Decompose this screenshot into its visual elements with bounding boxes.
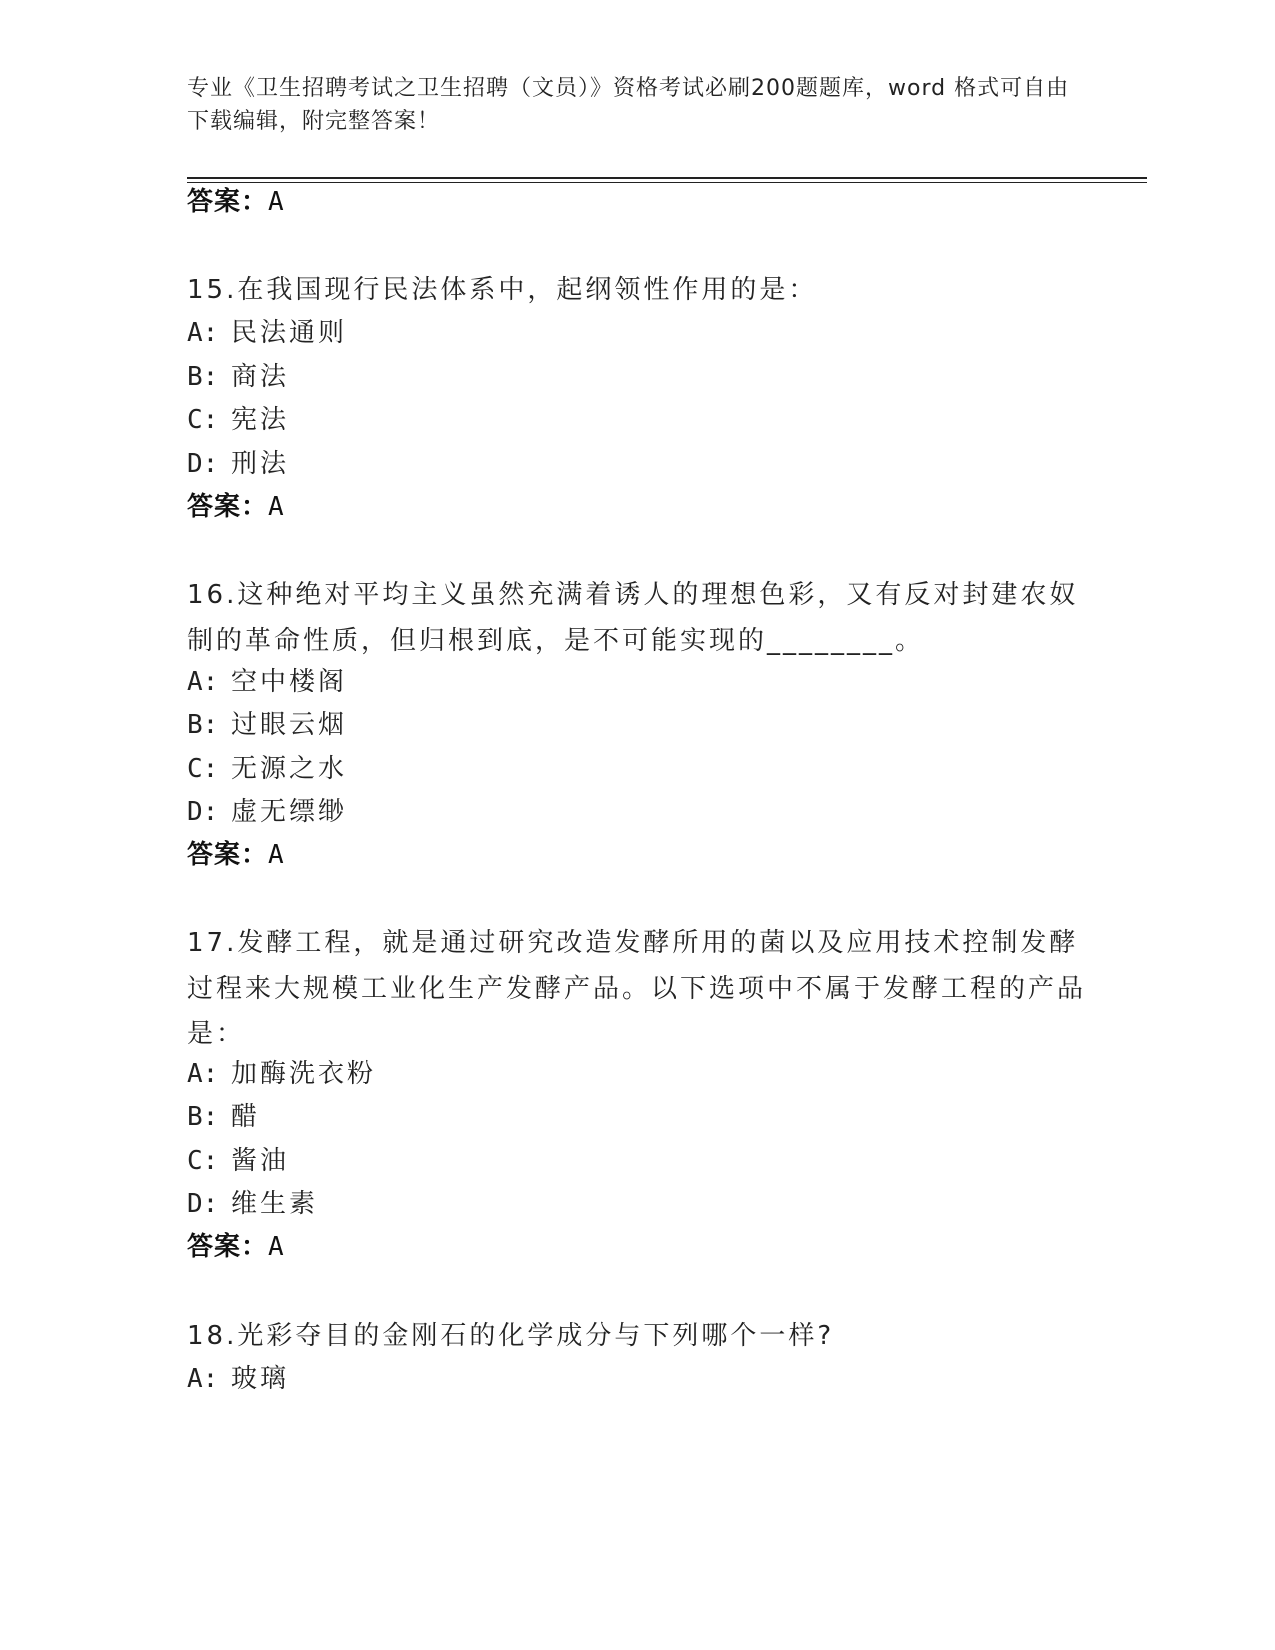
option-line xyxy=(187,1187,318,1221)
option-letter: C: xyxy=(187,1146,219,1176)
option-text: 过眼云烟 xyxy=(231,710,348,740)
answer-value: A xyxy=(268,840,285,870)
option-line xyxy=(187,1144,289,1178)
document-header: 专业《卫生招聘考试之卫生招聘（文员）》资格考试必刷200题题库，word 格式可自由下载编辑，附完整答案！ xyxy=(187,76,1070,134)
option-text: 酱油 xyxy=(231,1146,290,1176)
option-line xyxy=(187,708,347,742)
option-text: 刑法 xyxy=(231,449,290,479)
option-text: 无源之水 xyxy=(231,754,348,784)
option-line xyxy=(187,1362,289,1396)
header-divider-thick xyxy=(187,177,1147,179)
option-letter: A: xyxy=(187,667,219,697)
option-letter: B: xyxy=(187,1102,219,1132)
option-letter: D: xyxy=(187,449,219,479)
option-letter: A: xyxy=(187,318,219,348)
option-line xyxy=(187,795,347,829)
answer-label: 答案： xyxy=(187,187,269,217)
option-letter: B: xyxy=(187,362,219,392)
answer-value: A xyxy=(268,492,285,522)
answer-line xyxy=(187,838,285,872)
option-line xyxy=(187,1100,260,1134)
question-text: 15.在我国现行民法体系中，起纲领性作用的是： xyxy=(187,275,818,305)
option-letter: A: xyxy=(187,1059,219,1089)
answer-line xyxy=(187,1230,285,1264)
option-line xyxy=(187,316,347,350)
option-text: 空中楼阁 xyxy=(231,667,348,697)
option-text: 商法 xyxy=(231,362,290,392)
option-letter: C: xyxy=(187,754,219,784)
option-line xyxy=(187,1057,376,1091)
option-letter: A: xyxy=(187,1364,219,1394)
answer-value: A xyxy=(268,1232,285,1262)
option-text: 民法通则 xyxy=(231,318,348,348)
option-line xyxy=(187,403,289,437)
header-divider-thin xyxy=(187,182,1147,183)
option-line xyxy=(187,752,347,786)
option-line xyxy=(187,447,289,481)
option-line xyxy=(187,360,289,394)
answer-line xyxy=(187,490,285,524)
option-line xyxy=(187,665,347,699)
option-text: 醋 xyxy=(231,1102,261,1132)
option-letter: D: xyxy=(187,1189,219,1219)
question-text: 18.光彩夺目的金刚石的化学成分与下列哪个一样? xyxy=(187,1321,835,1351)
option-text: 玻璃 xyxy=(231,1364,290,1394)
option-text: 维生素 xyxy=(231,1189,319,1219)
option-letter: D: xyxy=(187,797,219,827)
answer-line xyxy=(187,185,285,219)
answer-value: A xyxy=(268,187,285,217)
answer-label: 答案： xyxy=(187,1232,269,1262)
document-page xyxy=(187,0,1147,1650)
question-text: 17.发酵工程，就是通过研究改造发酵所用的菌以及应用技术控制发酵过程来大规模工业化生产发酵产品。以下选项中不属于发酵工程的产品是： xyxy=(187,928,1087,1049)
option-text: 虚无缥缈 xyxy=(231,797,348,827)
option-text: 宪法 xyxy=(231,405,290,435)
option-letter: B: xyxy=(187,710,219,740)
option-text: 加酶洗衣粉 xyxy=(231,1059,377,1089)
answer-label: 答案： xyxy=(187,840,269,870)
option-letter: C: xyxy=(187,405,219,435)
question-text: 16.这种绝对平均主义虽然充满着诱人的理想色彩，又有反对封建农奴制的革命性质，但归根到底，是不可能实现的________。 xyxy=(187,580,1079,656)
answer-label: 答案： xyxy=(187,492,269,522)
